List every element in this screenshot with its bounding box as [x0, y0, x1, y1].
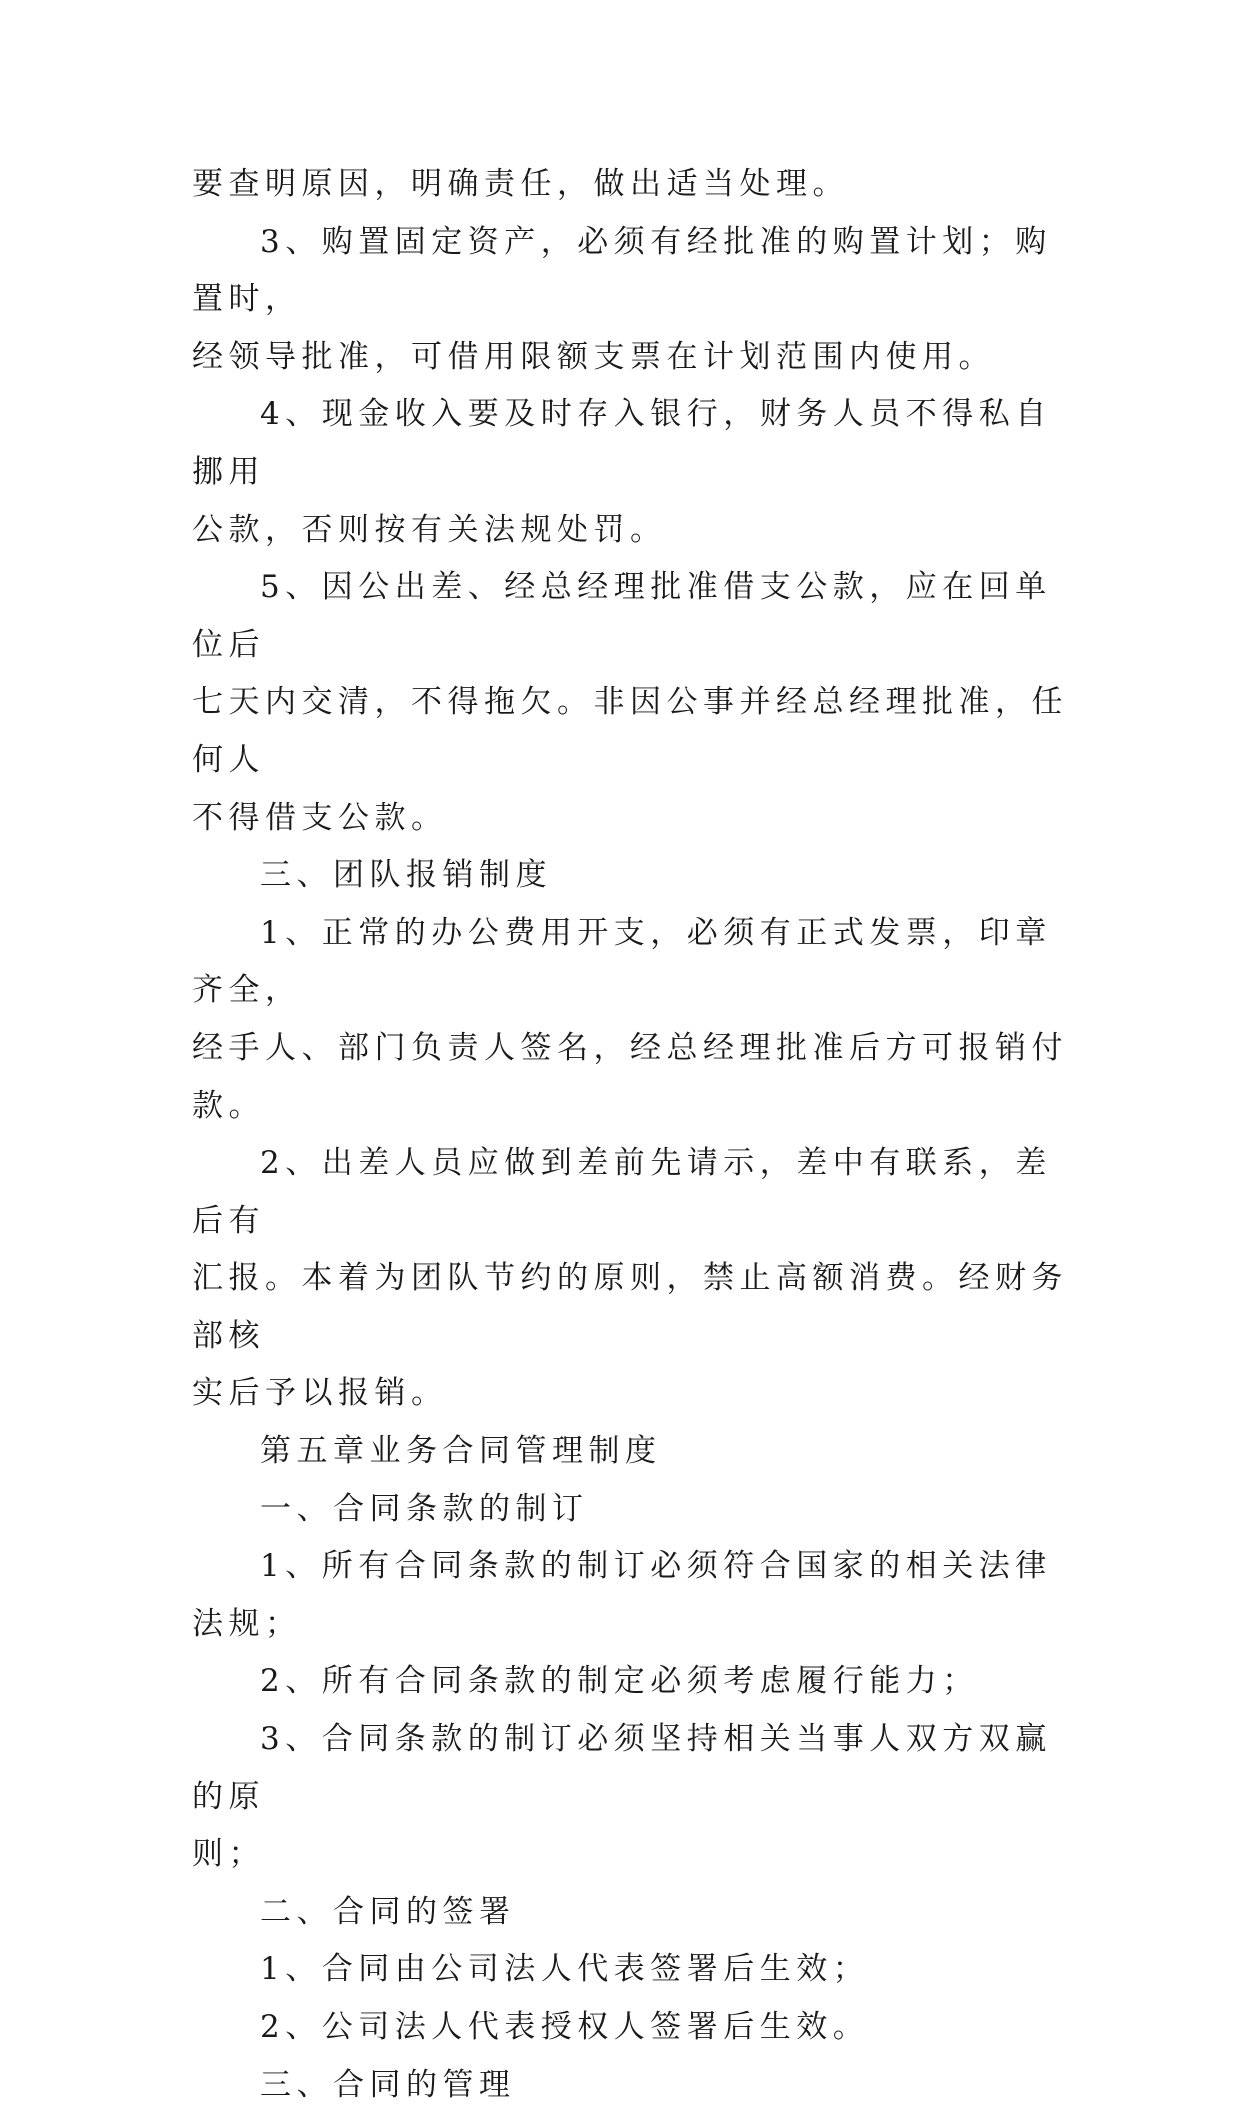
paragraph [192, 1538, 1072, 1653]
paragraph [192, 1711, 1072, 1884]
text-line: 三、合同的管理 [260, 2066, 516, 2103]
paragraph [192, 214, 1072, 387]
paragraph [192, 1423, 1072, 1481]
paragraph [192, 1884, 1072, 1942]
text-line: 不得借支公款。 [192, 799, 448, 836]
text-line: 要查明原因，明确责任，做出适当处理。 [192, 166, 849, 202]
document-body [192, 156, 1072, 2114]
paragraph [192, 386, 1072, 559]
text-line: 二、合同的签署 [260, 1893, 516, 1930]
text-line: 3、合同条款的制订必须坚持相关当事人双方双赢的原 [192, 1721, 1052, 1815]
text-line: 公款，否则按有关法规处罚。 [192, 511, 667, 548]
text-line: 5、因公出差、经总经理批准借支公款，应在回单位后 [192, 569, 1052, 663]
paragraph [192, 847, 1072, 905]
paragraph [192, 1999, 1072, 2057]
text-line: 2、出差人员应做到差前先请示，差中有联系，差后有 [192, 1145, 1052, 1239]
paragraph [192, 1481, 1072, 1539]
paragraph [192, 1135, 1072, 1423]
text-line: 实后予以报销。 [192, 1375, 448, 1412]
text-line: 一、合同条款的制订 [260, 1490, 589, 1527]
text-line: 1、正常的办公费用开支，必须有正式发票，印章齐全， [192, 914, 1052, 1009]
text-line: 第五章业务合同管理制度 [260, 1433, 662, 1470]
text-line: 经领导批准，可借用限额支票在计划范围内使用。 [192, 338, 995, 375]
text-line: 七天内交清，不得拖欠。非因公事并经总经理批准，任何人 [192, 684, 1068, 778]
text-line: 1、所有合同条款的制订必须符合国家的相关法律法规； [192, 1548, 1052, 1642]
text-line: 汇报。本着为团队节约的原则，禁止高额消费。经财务部核 [192, 1260, 1068, 1354]
paragraph [192, 156, 1072, 214]
text-line: 2、公司法人代表授权人签署后生效。 [260, 2009, 870, 2045]
paragraph [192, 905, 1072, 1135]
paragraph [192, 1941, 1072, 1999]
paragraph [192, 1653, 1072, 1711]
text-line: 1、合同由公司法人代表签署后生效； [260, 1951, 870, 1988]
text-line: 2、所有合同条款的制定必须考虑履行能力； [260, 1663, 979, 1700]
paragraph [192, 2057, 1072, 2114]
text-line: 4、现金收入要及时存入银行，财务人员不得私自挪用 [192, 396, 1052, 490]
text-line: 经手人、部门负责人签名，经总经理批准后方可报销付款。 [192, 1029, 1068, 1124]
text-line: 三、团队报销制度 [260, 857, 552, 894]
paragraph [192, 559, 1072, 847]
text-line: 则； [192, 1836, 265, 1873]
text-line: 3、购置固定资产，必须有经批准的购置计划；购置时， [192, 223, 1052, 318]
